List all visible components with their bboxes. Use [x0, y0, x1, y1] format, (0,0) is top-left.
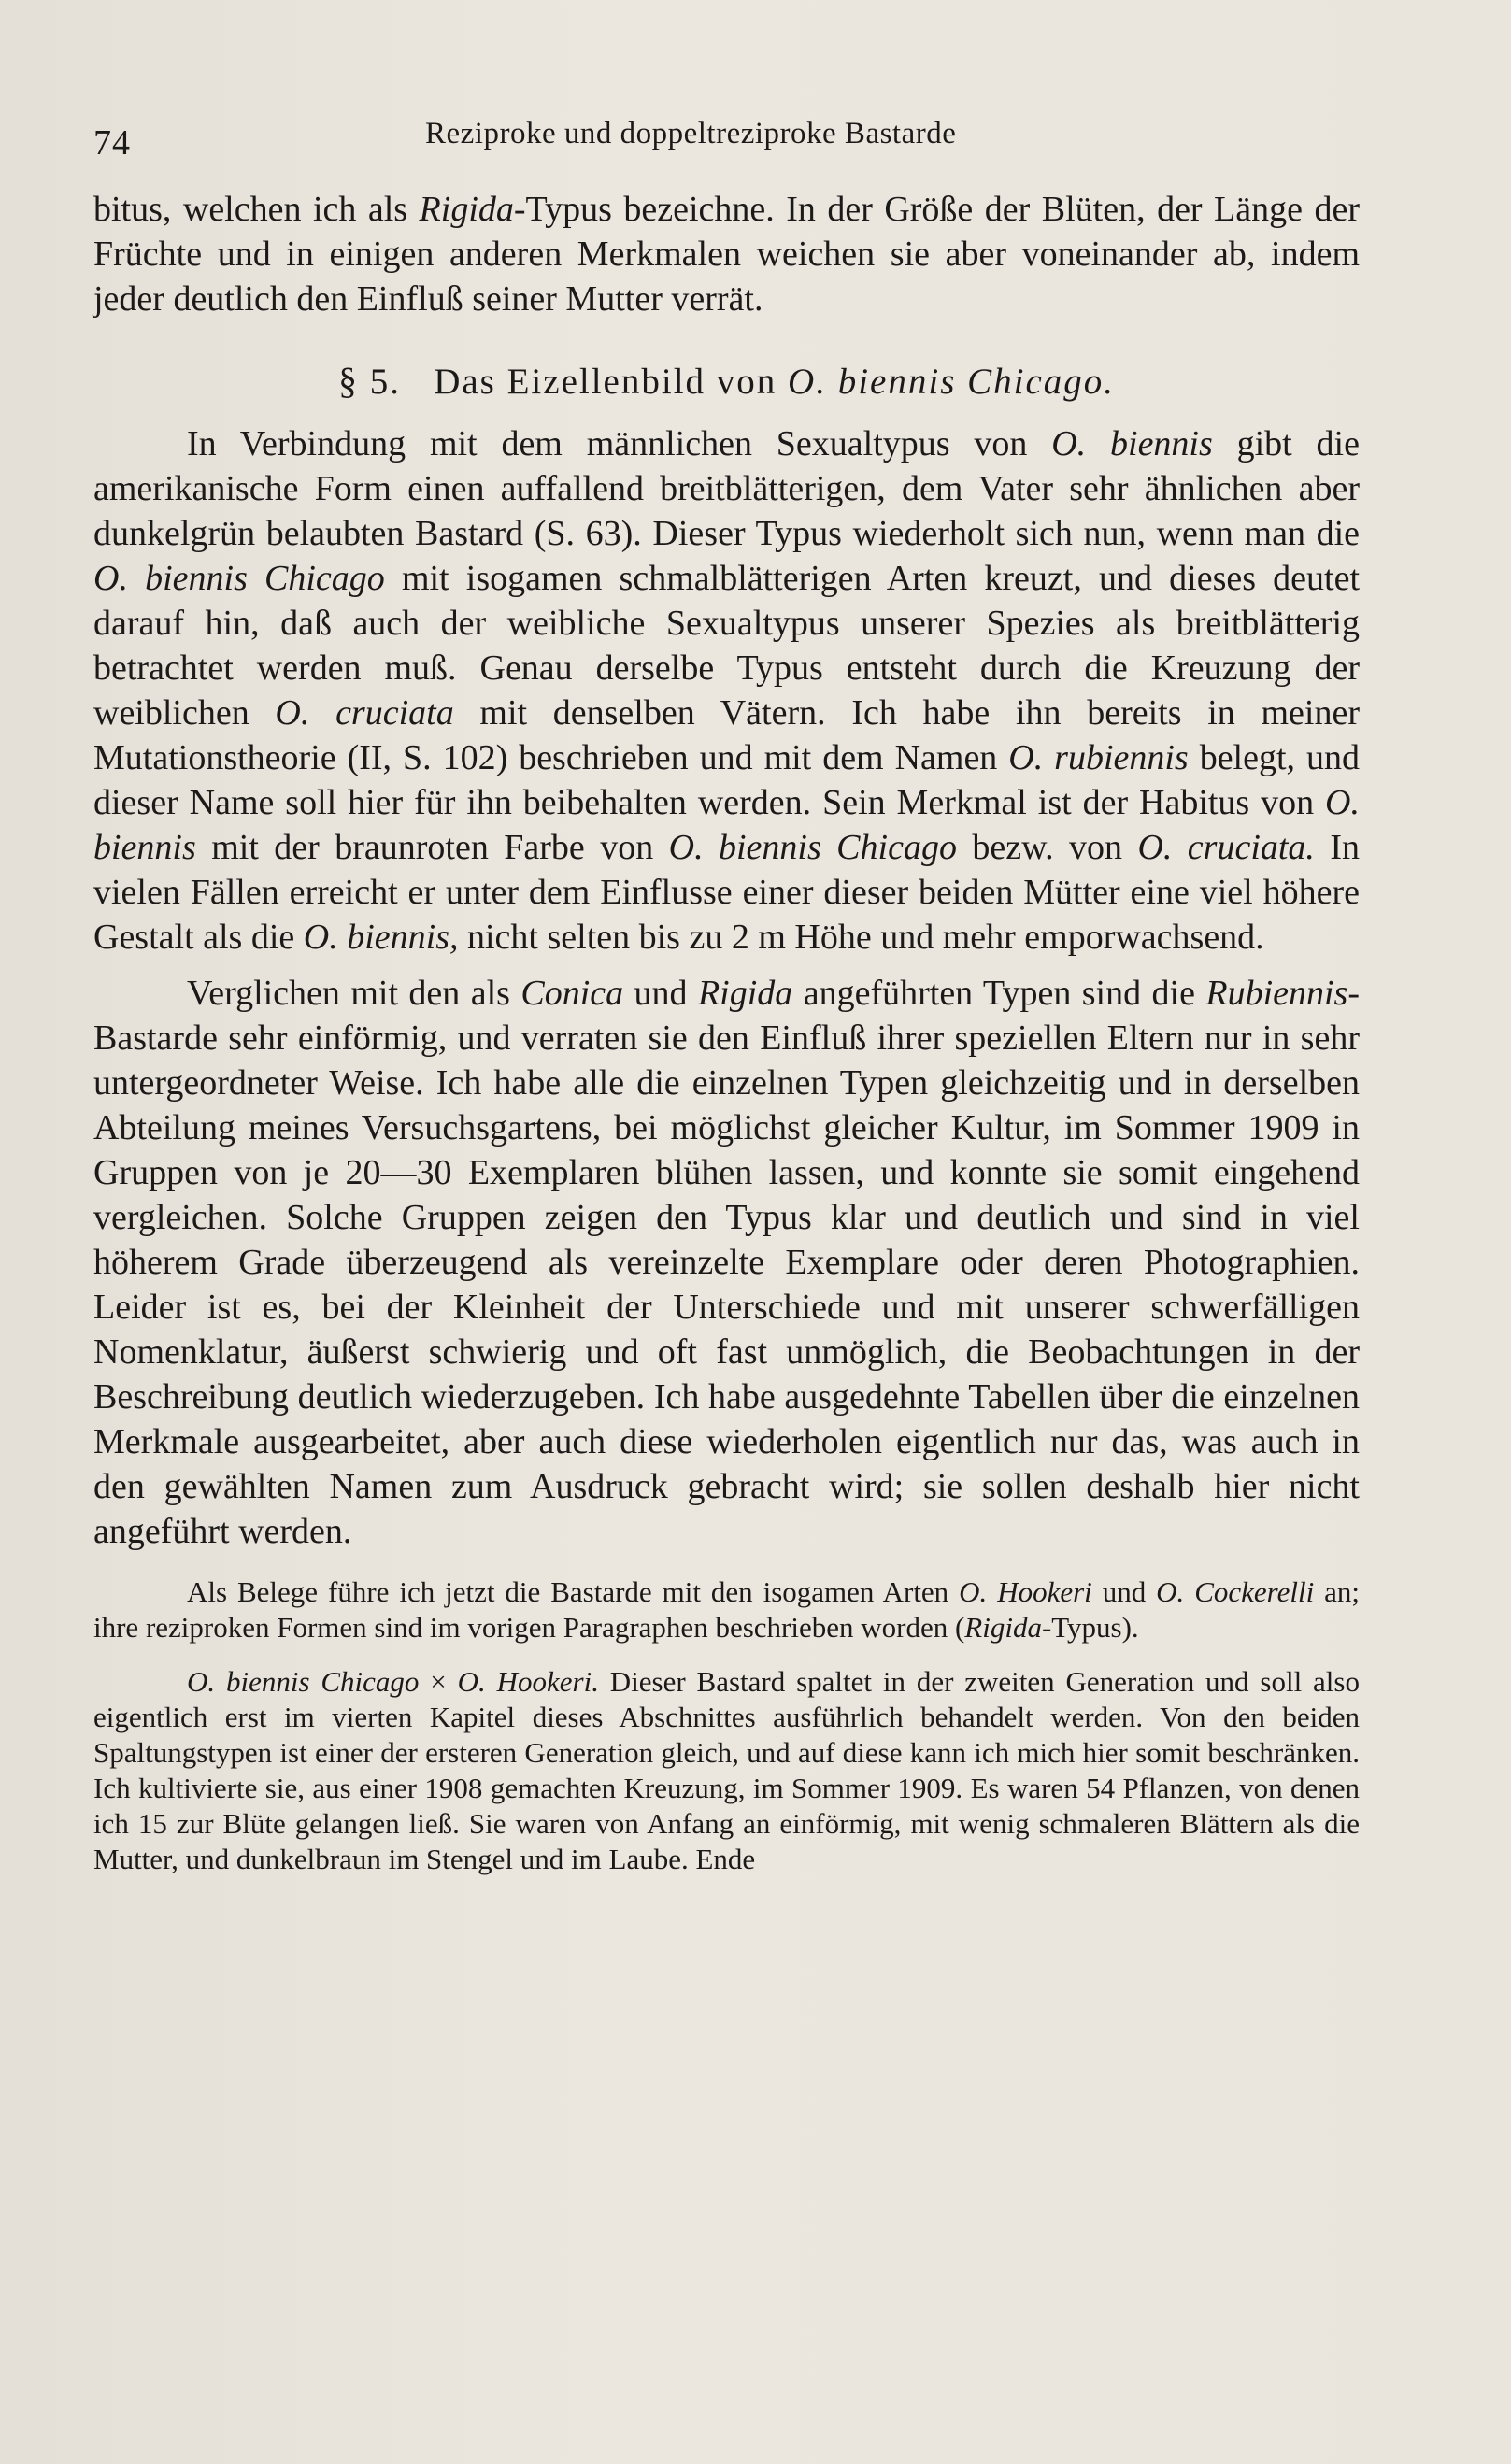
section-heading	[93, 359, 1360, 405]
italic-term: O. cruciata.	[1137, 828, 1315, 867]
paragraph-1	[93, 421, 1360, 960]
italic-term: O. rubiennis	[1008, 738, 1189, 777]
running-head: Reziproke und doppeltreziproke Bastarde	[425, 117, 957, 150]
paragraph-continued	[93, 187, 1360, 321]
page-header	[93, 117, 1383, 164]
text-run: an; ihre reziproken Formen sind im vorigen Paragraphen beschrieben worden (	[93, 1575, 1361, 1644]
paragraph-2	[93, 971, 1360, 1554]
note-paragraph-1	[93, 1574, 1360, 1645]
italic-term: O. biennis	[1051, 424, 1213, 463]
text-run: angeführten Typen sind die	[792, 974, 1206, 1013]
text-run: bitus, welchen ich als	[93, 190, 420, 229]
italic-term: Rigida	[697, 974, 793, 1013]
text-run: In vielen Fällen erreicht er unter dem Einflusse einer dieser beiden Mütter eine viel höhere Gestalt als die	[93, 828, 1361, 957]
main-text	[93, 187, 1360, 1877]
text-run: Als Belege führe ich jetzt die Bastarde mit den isogamen Arten	[187, 1575, 960, 1608]
italic-term: Conica	[520, 974, 624, 1013]
text-run: Verglichen mit den als	[187, 974, 521, 1013]
italic-term: O. biennis Chicago	[187, 1665, 420, 1698]
page-number: 74	[93, 123, 131, 163]
text-run: mit isogamen schmalblätterigen Arten kreuzt, und dieses deutet darauf hin, daß auch der weibliche Sexualtypus unserer Spezies als breitblätterig betrachtet werden muß. Genau derselbe Typus entsteht durch die Kreuzung der weiblichen	[93, 559, 1361, 733]
section-title-italic: O. biennis Chicago.	[788, 362, 1116, 402]
italic-term: O. Cockerelli	[1156, 1575, 1315, 1608]
small-print-section	[93, 1574, 1360, 1877]
text-run: In Verbindung mit dem männlichen Sexualtypus von	[187, 424, 1052, 463]
text-run: mit denselben Vätern. Ich habe ihn bereits in meiner Mutationstheorie (II, S. 102) beschrieben und mit dem Namen	[93, 693, 1360, 777]
italic-term: Rubiennis	[1205, 974, 1348, 1013]
text-run: belegt, und dieser Name soll hier für ihn beibehalten werden. Sein Merkmal ist der Habitus von	[93, 738, 1360, 822]
note-paragraph-2	[93, 1664, 1360, 1877]
text-run: und	[623, 974, 698, 1013]
text-run: -Typus bezeichne. In der Größe der Blüten, der Länge der Früchte und in einigen anderen Merkmalen weichen sie aber voneinander ab, indem jeder deutlich den Einfluß seiner Mutter verrät.	[93, 190, 1360, 319]
section-number: 5.	[369, 362, 401, 402]
italic-term: Rigida	[419, 190, 514, 229]
italic-term: O. Hookeri.	[457, 1665, 599, 1698]
section-symbol: §	[337, 360, 359, 402]
italic-term: O. biennis,	[303, 918, 459, 957]
text-run: gibt die amerikanische Form einen auffallend breitblätterigen, dem Vater sehr ähnlichen aber dunkelgrün belaubten Bastard (S. 63). Dieser Typus wiederholt sich nun, wenn man die	[93, 424, 1360, 553]
cross-symbol: ×	[419, 1665, 458, 1698]
text-run: mit der braunroten Farbe von	[195, 828, 669, 867]
section-title: Das Eizellenbild von	[434, 362, 789, 402]
italic-term: O. cruciata	[275, 693, 454, 733]
italic-term: O. biennis Chicago	[93, 559, 385, 598]
text-run: Dieser Bastard spaltet in der zweiten Generation und soll also eigentlich erst im vierten Kapitel dieses Abschnittes ausführlich behandelt werden. Von den beiden Spaltungstypen ist einer der ersteren Generation gleich, und auf diese kann ich mich hier somit beschränken. Ich kultivierte sie, aus einer 1908 gemachten Kreuzung, im Sommer 1909. Es waren 54 Pflanzen, von denen ich 15 zur Blüte gelangen ließ. Sie waren von Anfang an einförmig, mit wenig schmaleren Blättern als die Mutter, und dunkelbraun im Stengel und im Laube. Ende	[93, 1665, 1360, 1875]
text-run: -Typus).	[1041, 1611, 1139, 1644]
italic-term: O. biennis	[93, 783, 1360, 867]
text-run: nicht selten bis zu 2 m Höhe und mehr emporwachsend.	[458, 918, 1264, 957]
italic-term: Rigida	[964, 1611, 1042, 1644]
italic-term: O. biennis Chicago	[668, 828, 957, 867]
text-run: und	[1091, 1575, 1157, 1608]
italic-term: O. Hookeri	[959, 1575, 1092, 1608]
text-run: bezw. von	[956, 828, 1138, 867]
text-run: -Bastarde sehr einförmig, und verraten sie den Einfluß ihrer speziellen Eltern nur in sehr untergeordneter Weise. Ich habe alle die einzelnen Typen gleichzeitig und in derselben Abteilung meines Versuchsgartens, bei möglichst gleicher Kultur, im Sommer 1909 in Gruppen von je 20—30 Exemplaren blühen lassen, und konnte sie somit eingehend vergleichen. Solche Gruppen zeigen den Typus klar und deutlich und sind in viel höherem Grade überzeugend als vereinzelte Exemplare oder deren Photographien. Leider ist es, bei der Kleinheit der Unterschiede und mit unserer schwerfälligen Nomenklatur, äußerst schwierig und oft fast unmöglich, die Beobachtungen in der Beschreibung deutlich wiederzugeben. Ich habe ausgedehnte Tabellen über die einzelnen Merkmale ausgearbeitet, aber auch diese wiederholen eigentlich nur das, was auch in den gewählten Namen zum Ausdruck gebracht wird; sie sollen deshalb hier nicht angeführt werden.	[93, 974, 1360, 1551]
